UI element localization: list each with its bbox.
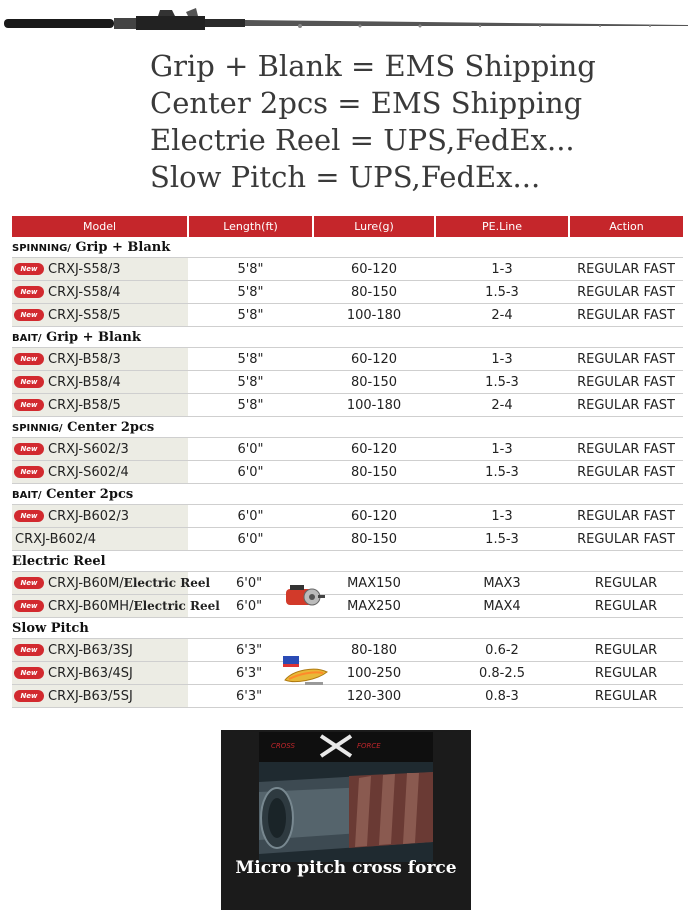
fishing-rod-image: [0, 6, 692, 40]
table-row: New CRXJ-S58/5 5'8" 100-180 2-4 REGULAR FAST: [12, 304, 683, 327]
new-badge-icon: New: [14, 353, 44, 365]
column-header-pe-line: PE.Line: [435, 216, 569, 237]
table-row: New CRXJ-B60MH/Electric Reel 6'0" MAX250 MAX4 REGULAR: [12, 595, 683, 618]
table-row: New CRXJ-S602/4 6'0" 80-150 1.5-3 REGULAR FAST: [12, 461, 683, 484]
new-badge-icon: New: [14, 466, 44, 478]
section-row: BAIT/ Grip + Blank: [12, 327, 683, 348]
shipping-line: Slow Pitch = UPS,FedEx...: [150, 160, 541, 194]
table-row: New CRXJ-B60M/Electric Reel 6'0" MAX150 MAX3 REGULAR: [12, 572, 683, 595]
new-badge-icon: New: [14, 667, 44, 679]
new-badge-icon: New: [14, 600, 44, 612]
new-badge-icon: New: [14, 309, 44, 321]
table-row: New CRXJ-B63/5SJ 6'3" 120-300 0.8-3 REGULAR: [12, 685, 683, 708]
new-badge-icon: New: [14, 286, 44, 298]
new-badge-icon: New: [14, 376, 44, 388]
svg-text:CROSS: CROSS: [271, 742, 295, 750]
rod-blank-closeup-image: [259, 732, 433, 862]
electric-reel-icon: [282, 583, 326, 609]
new-badge-icon: New: [14, 510, 44, 522]
section-row: SPINNIG/ Center 2pcs: [12, 417, 683, 438]
new-badge-icon: New: [14, 577, 44, 589]
column-header-model: Model: [12, 216, 188, 237]
section-row: BAIT/ Center 2pcs: [12, 484, 683, 505]
new-badge-icon: New: [14, 443, 44, 455]
shipping-line: Grip + Blank = EMS Shipping: [150, 49, 596, 83]
jig-lure-icon: [279, 654, 331, 688]
svg-text:FORCE: FORCE: [357, 742, 381, 750]
section-row: Slow Pitch: [12, 618, 683, 639]
new-badge-icon: New: [14, 690, 44, 702]
table-row: New CRXJ-S58/3 5'8" 60-120 1-3 REGULAR FAST: [12, 258, 683, 281]
shipping-line: Center 2pcs = EMS Shipping: [150, 86, 583, 120]
section-row: Electric Reel: [12, 551, 683, 572]
table-header-row: [12, 216, 683, 237]
spec-table: [12, 216, 683, 708]
new-badge-icon: New: [14, 644, 44, 656]
table-row: New CRXJ-B602/3 6'0" 60-120 1-3 REGULAR FAST: [12, 505, 683, 528]
table-row: New CRXJ-B58/4 5'8" 80-150 1.5-3 REGULAR FAST: [12, 371, 683, 394]
table-row: New CRXJ-S58/4 5'8" 80-150 1.5-3 REGULAR FAST: [12, 281, 683, 304]
section-row: SPINNING/ Grip + Blank: [12, 237, 683, 258]
table-row: New CRXJ-B58/3 5'8" 60-120 1-3 REGULAR FAST: [12, 348, 683, 371]
new-badge-icon: New: [14, 399, 44, 411]
column-header-length: Length(ft): [188, 216, 313, 237]
column-header-lure: Lure(g): [313, 216, 435, 237]
promo-banner: [221, 730, 471, 910]
table-row: New CRXJ-S602/3 6'0" 60-120 1-3 REGULAR FAST: [12, 438, 683, 461]
new-badge-icon: New: [14, 263, 44, 275]
promo-caption: Micro pitch cross force: [235, 858, 457, 878]
table-row: New CRXJ-B63/4SJ 6'3" 100-250 0.8-2.5 REGULAR: [12, 662, 683, 685]
table-row: New CRXJ-B63/3SJ 6'3" 80-180 0.6-2 REGULAR: [12, 639, 683, 662]
shipping-line: Electrie Reel = UPS,FedEx...: [150, 123, 575, 157]
column-header-action: Action: [569, 216, 683, 237]
shipping-info: [150, 48, 670, 196]
table-row: CRXJ-B602/4 6'0" 80-150 1.5-3 REGULAR FAST: [12, 528, 683, 551]
table-row: New CRXJ-B58/5 5'8" 100-180 2-4 REGULAR FAST: [12, 394, 683, 417]
